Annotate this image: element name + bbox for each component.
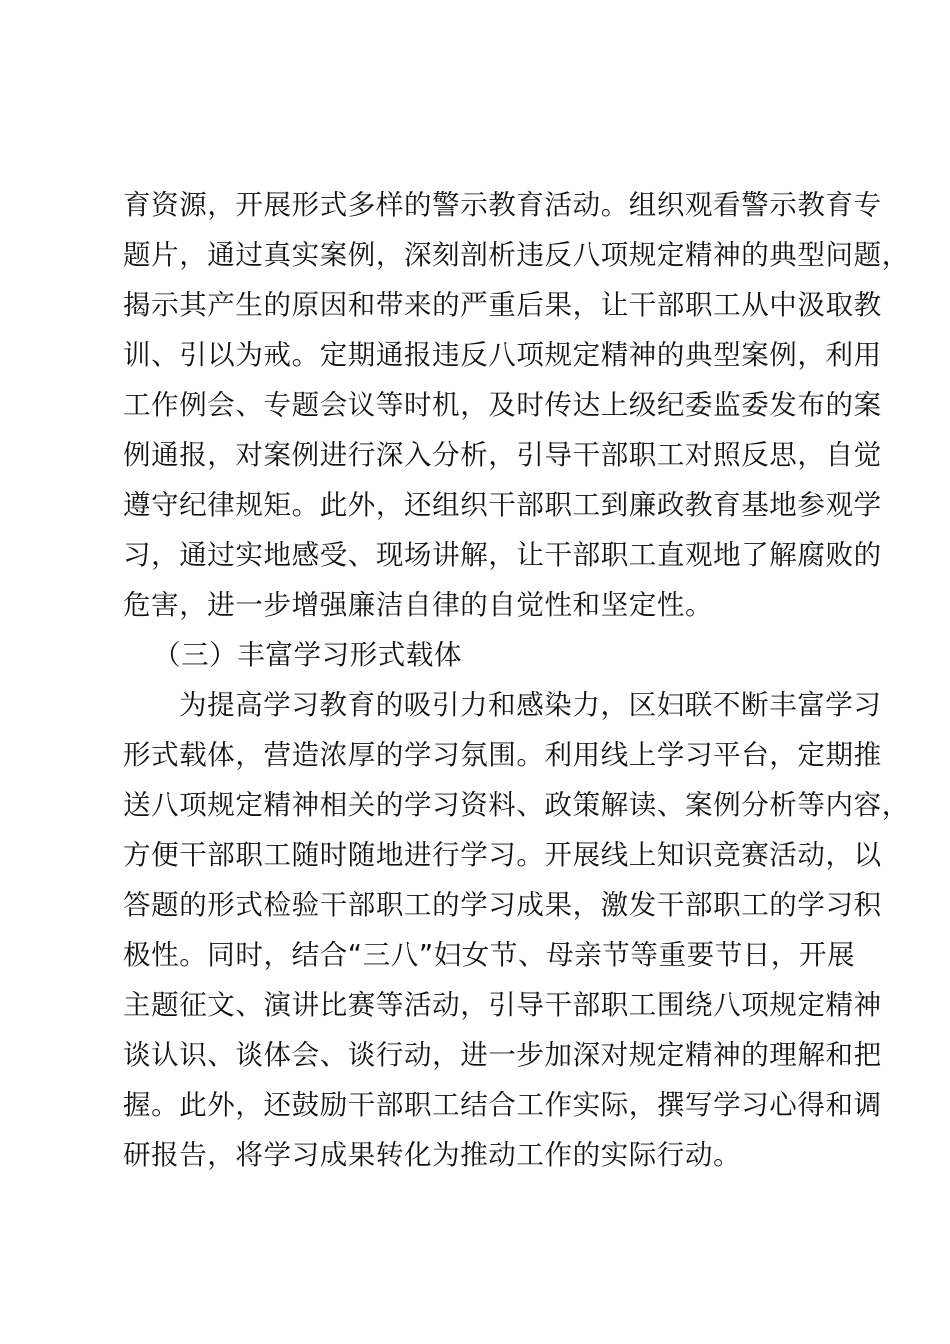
text-line: 例通报，对案例进行深入分析，引导干部职工对照反思，自觉 [123, 439, 882, 471]
paragraph [123, 682, 910, 1182]
text-line: 方便干部职工随时随地进行学习。开展线上知识竞赛活动，以 [123, 839, 882, 871]
text-line: （三）丰富学习形式载体 [153, 639, 463, 671]
text-line: 习，通过实地感受、现场讲解，让干部职工直观地了解腐败的 [123, 539, 882, 571]
text-line: 危害，进一步增强廉洁自律的自觉性和坚定性。 [123, 589, 714, 621]
text-line: 答题的形式检验干部职工的学习成果，激发干部职工的学习积 [123, 889, 882, 921]
paragraph [123, 182, 910, 632]
section-heading [123, 632, 843, 682]
text-line: 工作例会、专题会议等时机，及时传达上级纪委监委发布的案 [123, 389, 882, 421]
text-line: 送八项规定精神相关的学习资料、政策解读、案例分析等内容， [123, 789, 910, 821]
text-line: 形式载体，营造浓厚的学习氛围。利用线上学习平台，定期推 [123, 739, 882, 771]
text-line: 遵守纪律规矩。此外，还组织干部职工到廉政教育基地参观学 [123, 489, 882, 521]
text-line: 握。此外，还鼓励干部职工结合工作实际，撰写学习心得和调 [123, 1089, 882, 1121]
text-line: 训、引以为戒。定期通报违反八项规定精神的典型案例，利用 [123, 339, 882, 371]
text-line: 主题征文、演讲比赛等活动，引导干部职工围绕八项规定精神 [123, 989, 882, 1021]
text-line: 研报告，将学习成果转化为推动工作的实际行动。 [123, 1139, 742, 1171]
document-body [123, 182, 910, 1182]
text-line: 题片，通过真实案例，深刻剖析违反八项规定精神的典型问题， [123, 239, 910, 271]
text-line: 谈认识、谈体会、谈行动，进一步加深对规定精神的理解和把 [123, 1039, 882, 1071]
text-line: 极性。同时，结合“三八”妇女节、母亲节等重要节日，开展 [123, 939, 856, 971]
text-line: 育资源，开展形式多样的警示教育活动。组织观看警示教育专 [123, 189, 882, 221]
text-line: 揭示其产生的原因和带来的严重后果，让干部职工从中汲取教 [123, 289, 882, 321]
text-line: 为提高学习教育的吸引力和感染力，区妇联不断丰富学习 [179, 689, 882, 721]
